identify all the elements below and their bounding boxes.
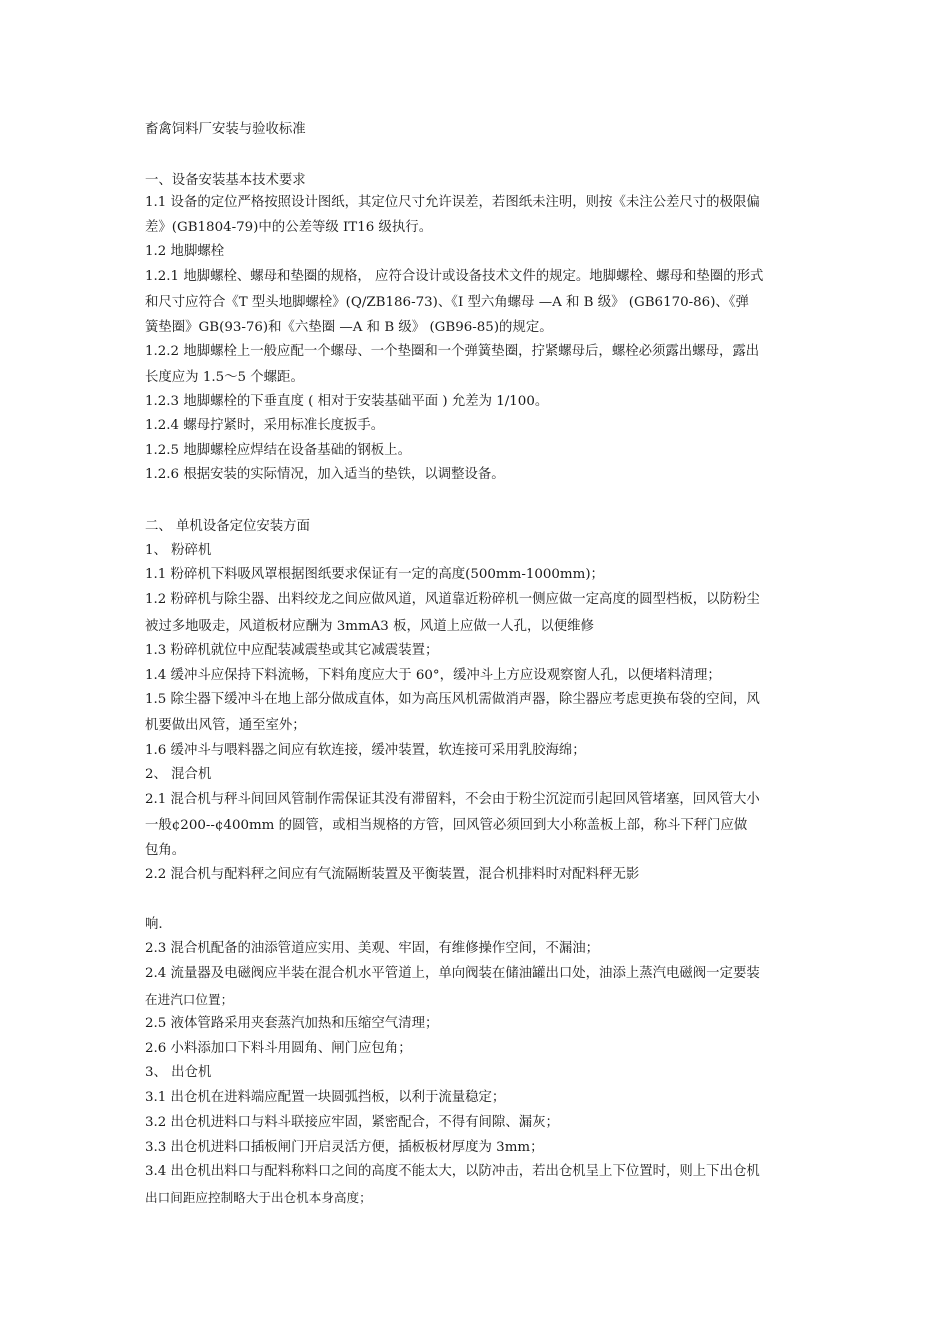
text-line: 被过多地吸走，风道板材应酬为 3mmA3 板，风道上应做一人孔，以便维修 bbox=[145, 619, 594, 634]
text-line: 1.2.2 地脚螺栓上一般应配一个螺母、一个垫圈和一个弹簧垫圈，拧紧螺母后，螺栓必须露出螺母，露出 bbox=[145, 344, 760, 359]
text-line: 3.4 出仓机出料口与配料称料口之间的高度不能太大，以防冲击，若出仓机呈上下位置时，则上下出仓机 bbox=[145, 1164, 760, 1179]
text-line: 差》(GB1804-79)中的公差等级 IT16 级执行。 bbox=[145, 220, 433, 235]
text-line: 1.2.6 根据安装的实际情况，加入适当的垫铁，以调整设备。 bbox=[145, 467, 505, 482]
text-line: 3.2 出仓机进料口与料斗联接应牢固，紧密配合，不得有间隙、漏灰； bbox=[145, 1115, 559, 1130]
text-line: 1.1 粉碎机下料吸风罩根据图纸要求保证有一定的高度(500mm-1000mm)； bbox=[145, 567, 604, 582]
text-line: 1.4 缓冲斗应保持下料流畅，下料角度应大于 60°，缓冲斗上方应设观察窗人孔，以便堵料清理； bbox=[145, 668, 721, 683]
text-line: 1.5 除尘器下缓冲斗在地上部分做成直体，如为高压风机需做消声器，除尘器应考虑更换布袋的空间，风 bbox=[145, 692, 760, 707]
text-line: 响. bbox=[145, 917, 163, 932]
subsection-heading: 1.2 地脚螺栓 bbox=[145, 244, 225, 259]
text-line: 1.1 设备的定位严格按照设计图纸，其定位尺寸允许误差，若图纸未注明，则按《未注公差尺寸的极限偏 bbox=[145, 195, 760, 210]
text-line: 包角。 bbox=[145, 843, 186, 858]
text-line: 1.6 缓冲斗与喂料器之间应有软连接，缓冲装置，软连接可采用乳胶海绵； bbox=[145, 743, 586, 758]
text-line: 2.4 流量器及电磁阀应半装在混合机水平管道上，单向阀装在储油罐出口处，油添上蒸汽电磁阀一定要装 bbox=[145, 966, 760, 981]
text-line: 和尺寸应符合《T 型头地脚螺栓》(Q/ZB186-73)、《I 型六角螺母 —A 和 B 级》 (GB6170-86)、《弹 bbox=[145, 295, 749, 310]
text-line: 1.2.5 地脚螺栓应焊结在设备基础的钢板上。 bbox=[145, 443, 411, 458]
text-line: 2.3 混合机配备的油添管道应实用、美观、牢固，有维修操作空间，不漏油； bbox=[145, 941, 600, 956]
subsection-heading: 2、 混合机 bbox=[145, 767, 212, 782]
text-line: 1.3 粉碎机就位中应配装减震垫或其它减震装置； bbox=[145, 643, 439, 658]
text-line: 机要做出风管，通至室外； bbox=[145, 718, 306, 733]
subsection-heading: 1、 粉碎机 bbox=[145, 543, 212, 558]
text-line: 1.2.1 地脚螺栓、螺母和垫圈的规格， 应符合设计或设备技术文件的规定。地脚螺栓、螺母和垫圈的形式 bbox=[145, 269, 764, 284]
text-line: 3.1 出仓机在进料端应配置一块圆弧挡板，以利于流量稳定； bbox=[145, 1090, 506, 1105]
text-line: 3.3 出仓机进料口插板闸门开启灵活方便，插板板材厚度为 3mm； bbox=[145, 1140, 544, 1155]
text-line: 2.6 小料添加口下料斗用圆角、闸门应包角； bbox=[145, 1041, 412, 1056]
text-line: 在进汽口位置； bbox=[145, 992, 234, 1007]
subsection-heading: 3、 出仓机 bbox=[145, 1065, 212, 1080]
text-line: 2.1 混合机与秤斗间回风管制作需保证其没有滞留料，不会由于粉尘沉淀而引起回风管堵塞，回风管大小 bbox=[145, 792, 760, 807]
text-line: 1.2 粉碎机与除尘器、出料绞龙之间应做风道，风道靠近粉碎机一侧应做一定高度的圆型档板，以防粉尘 bbox=[145, 592, 760, 607]
text-line: 2.2 混合机与配料秤之间应有气流隔断装置及平衡装置，混合机排料时对配料秤无影 bbox=[145, 867, 640, 882]
text-line: 一般¢200--¢400mm 的圆管，或相当规格的方管，回风管必须回到大小称盖板上部，称斗下秤门应做 bbox=[145, 818, 748, 833]
text-line: 出口间距应控制略大于出仓机本身高度； bbox=[145, 1190, 372, 1205]
document-title: 畜禽饲料厂安装与验收标准 bbox=[145, 122, 306, 137]
section-heading: 二、 单机设备定位安装方面 bbox=[145, 519, 310, 534]
text-line: 1.2.3 地脚螺栓的下垂直度 ( 相对于安装基础平面 ) 允差为 1/100。 bbox=[145, 394, 549, 409]
text-line: 2.5 液体管路采用夹套蒸汽加热和压缩空气清理； bbox=[145, 1016, 439, 1031]
text-line: 簧垫圈》GB(93-76)和《六垫圈 —A 和 B 级》 (GB96-85)的规定。 bbox=[145, 320, 553, 335]
section-heading: 一、设备安装基本技术要求 bbox=[145, 173, 306, 188]
text-line: 长度应为 1.5～5 个螺距。 bbox=[145, 370, 304, 385]
text-line: 1.2.4 螺母拧紧时，采用标准长度扳手。 bbox=[145, 418, 385, 433]
